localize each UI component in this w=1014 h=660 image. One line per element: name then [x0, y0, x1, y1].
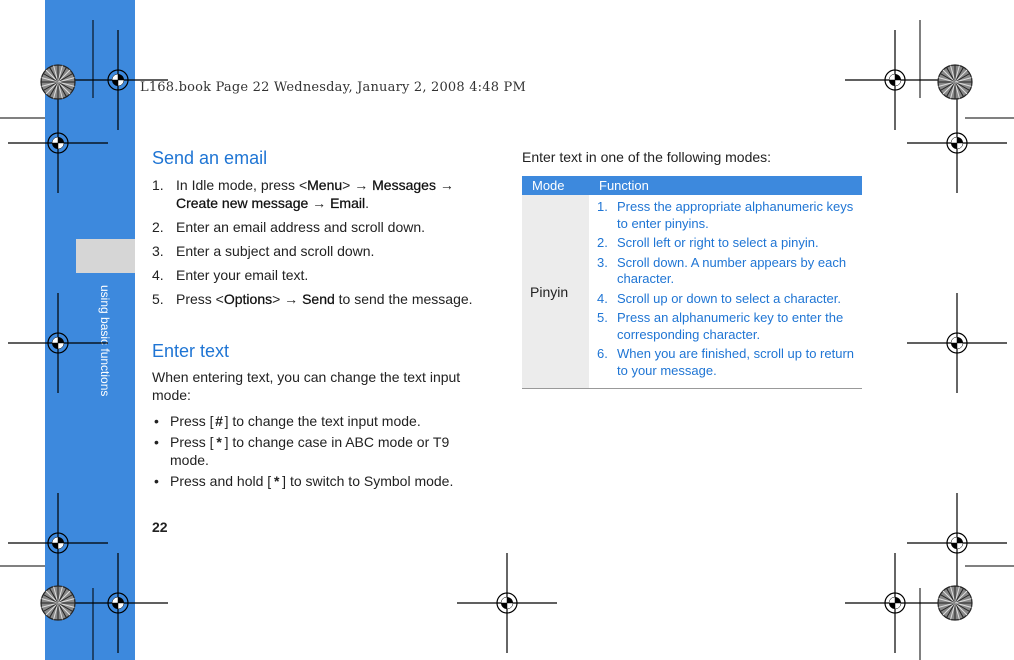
enter-text-intro: When entering text, you can change the text input mode:	[152, 369, 461, 403]
mode-cell: Pinyin	[522, 195, 589, 389]
bullet-item: • Press [ * ] to change case in ABC mode or T9 mode.	[154, 434, 450, 468]
side-chapter-label: using basic functions	[98, 285, 112, 397]
crosshair-mark-icon	[907, 493, 1007, 593]
email-step-3: 3. Enter a subject and scroll down.	[152, 243, 375, 259]
function-step: 5. Press an alphanumeric key to enter the corresponding character.	[597, 310, 844, 342]
table-row	[522, 195, 862, 389]
bullet-dot-icon: •	[154, 473, 159, 489]
hash-key-icon: #	[215, 413, 223, 429]
email-step-1: 1. In Idle mode, press <Menu> → Messages → Create new message → Email.	[152, 177, 454, 211]
function-step: 1. Press the appropriate alphanumeric keys to enter pinyins.	[597, 199, 854, 231]
section-title-enter-text: Enter text	[152, 341, 230, 361]
table-header-row	[522, 176, 862, 195]
crosshair-mark-icon	[907, 293, 1007, 393]
crosshair-mark-icon	[68, 553, 168, 653]
modes-table	[522, 176, 862, 389]
page-number: 22	[152, 519, 168, 535]
crosshair-mark-icon	[457, 553, 557, 653]
function-step: 2. Scroll left or right to select a pinyin.	[597, 235, 819, 250]
print-header-line: L168.book Page 22 Wednesday, January 2, 2008 4:48 PM	[140, 80, 526, 95]
email-steps-list	[152, 176, 482, 314]
registration-wheel-icon	[938, 65, 972, 99]
bullet-item: • Press and hold [ * ] to switch to Symbol mode.	[154, 473, 454, 489]
crosshair-mark-icon	[907, 93, 1007, 193]
column-header-function: Function	[589, 176, 862, 195]
function-cell	[589, 195, 862, 389]
crosshair-mark-icon	[845, 553, 945, 653]
crosshair-mark-icon	[8, 93, 108, 193]
registration-wheel-icon	[41, 586, 75, 620]
function-step: 4. Scroll up or down to select a character.	[597, 290, 842, 306]
section-title-send-email: Send an email	[152, 148, 268, 168]
star-key-icon: *	[273, 473, 280, 489]
email-step-4: 4. Enter your email text.	[152, 267, 309, 283]
bullet-item: • Press [ # ] to change the text input mode.	[154, 413, 421, 429]
modes-intro: Enter text in one of the following modes:	[522, 149, 772, 165]
function-step: 3. Scroll down. A number appears by each character.	[597, 254, 847, 286]
crosshair-mark-icon	[8, 293, 108, 393]
column-header-mode: Mode	[522, 176, 589, 195]
crosshair-mark-icon	[845, 30, 945, 130]
star-key-icon: *	[216, 434, 222, 450]
bullet-dot-icon: •	[154, 413, 159, 429]
registration-wheel-icon	[938, 586, 972, 620]
crosshair-mark-icon	[8, 493, 108, 593]
email-step-5: 5. Press <Options> → Send to send the message.	[152, 291, 473, 307]
email-step-2: 2. Enter an email address and scroll down.	[152, 219, 426, 235]
registration-wheel-icon	[41, 65, 75, 99]
enter-text-bullets	[152, 412, 482, 493]
function-step: 6. When you are finished, scroll up to return to your message.	[597, 346, 855, 378]
bullet-dot-icon: •	[154, 434, 159, 450]
